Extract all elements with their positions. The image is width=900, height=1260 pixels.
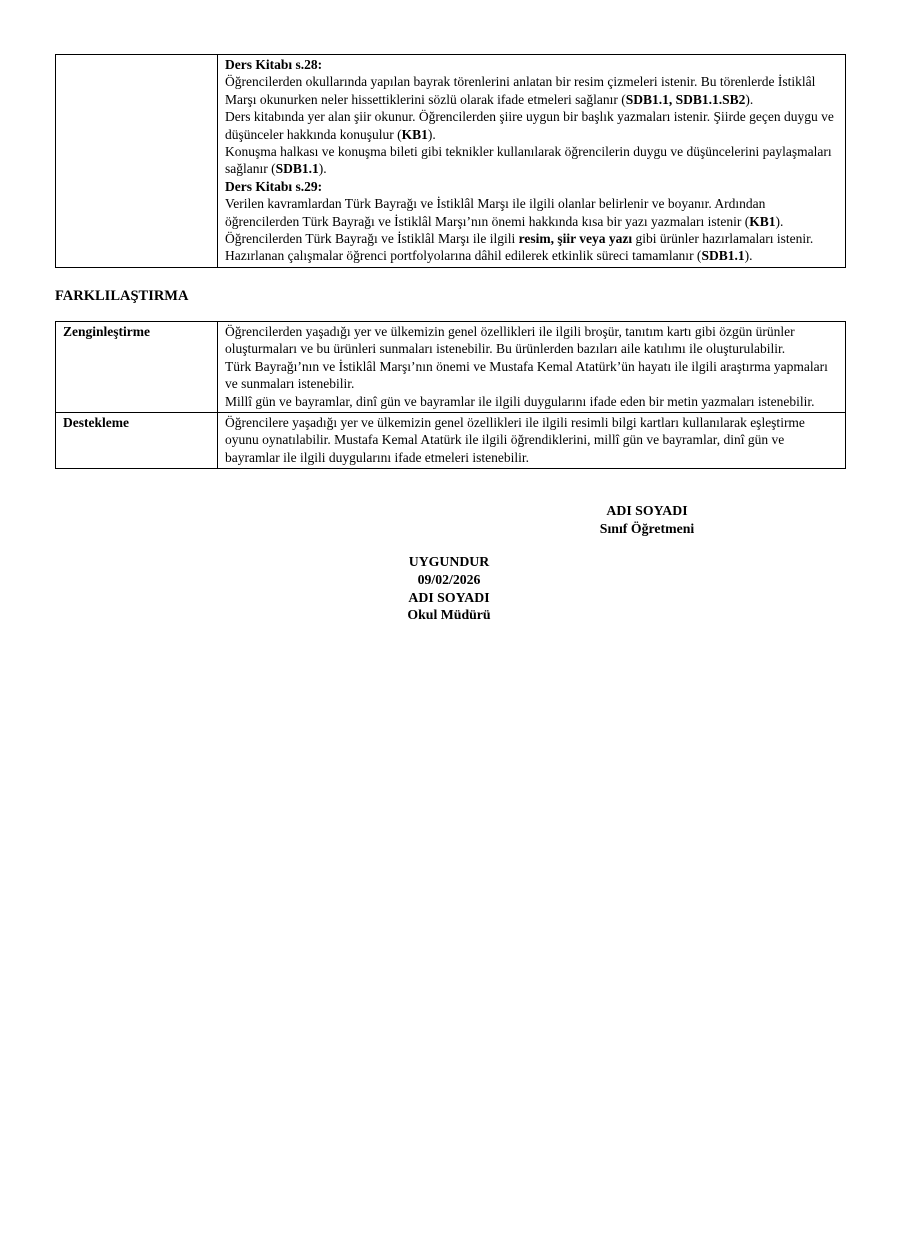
approval-status: UYGUNDUR <box>408 554 490 570</box>
table-row-support <box>56 412 846 468</box>
table-row-enrichment <box>56 321 846 412</box>
principal-name: ADI SOYADI <box>408 589 490 605</box>
activity-empty-cell <box>56 55 218 268</box>
approval-date: 09/02/2026 <box>417 571 481 587</box>
support-label: Destekleme <box>56 412 218 468</box>
enrichment-content-cell: Öğrencilerden yaşadığı yer ve ülkemizin genel özellikleri ile ilgili broşür, tanıtım kartı gibi özgün ürünler oluşturmaları ve bu ürünleri sunmaları istenebilir. Bu ürünlerden bazıları aile katılımı ile oluşturulabilir. Türk Bayrağı’nın ve İstiklâl Marşı’nın önemi ve Mustafa Kemal Atatürk’ün hayatı ile ilgili araştırma yapmaları ve sunmaları istenebilir. Millî gün ve bayramlar, dinî gün ve bayramlar ile ilgili duygularını ifade eden bir metin yazmaları istenebilir. <box>218 321 846 412</box>
differentiation-table <box>55 321 846 469</box>
teacher-signature-block <box>537 502 757 537</box>
teacher-name: ADI SOYADI <box>606 503 688 519</box>
approval-signature-block <box>339 553 559 623</box>
activity-table <box>55 54 846 268</box>
enrichment-label: Zenginleştirme <box>56 321 218 412</box>
teacher-title: Sınıf Öğretmeni <box>599 520 695 536</box>
differentiation-heading: FARKLILAŞTIRMA <box>55 287 189 304</box>
support-content-cell: Öğrencilere yaşadığı yer ve ülkemizin genel özellikleri ile ilgili resimli bilgi kartları kullanılarak eşleştirme oyunu oynatılabilir. Mustafa Kemal Atatürk ile ilgili öğrendiklerini, millî gün ve bayramlar, dinî gün ve bayramlar ile ilgili duygularını ifade etmeleri istenebilir. <box>218 412 846 468</box>
activity-table-row <box>56 55 846 268</box>
activity-content-cell: Ders Kitabı s.28: Öğrencilerden okullarında yapılan bayrak törenlerini anlatan bir resim çizmeleri istenir. Bu törenlerde İstiklâl Marşı okunurken neler hissettiklerini sözlü olarak ifade etmeleri sağlanır (SDB1.1, SDB1.1.SB2). Ders kitabında yer alan şiir okunur. Öğrencilerden şiire uygun bir başlık yazmaları istenir. Şiirde geçen duygu ve düşünceler hakkında konuşulur (KB1). Konuşma halkası ve konuşma bileti gibi teknikler kullanılarak öğrencilerin duygu ve düşüncelerini paylaşmaları sağlanır (SDB1.1). Ders Kitabı s.29: Verilen kavramlardan Türk Bayrağı ve İstiklâl Marşı ile ilgili olanlar belirlenir ve boyanır. Ardından öğrencilerden Türk Bayrağı ve İstiklâl Marşı’nın önemi hakkında kısa bir yazı yazmaları istenir (KB1). Öğrencilerden Türk Bayrağı ve İstiklâl Marşı ile ilgili resim, şiir veya yazı gibi ürünler hazırlamaları istenir. Hazırlanan çalışmalar öğrenci portfolyolarına dâhil edilerek etkinlik süreci tamamlanır (SDB1.1). <box>218 55 846 268</box>
principal-title: Okul Müdürü <box>407 607 491 623</box>
